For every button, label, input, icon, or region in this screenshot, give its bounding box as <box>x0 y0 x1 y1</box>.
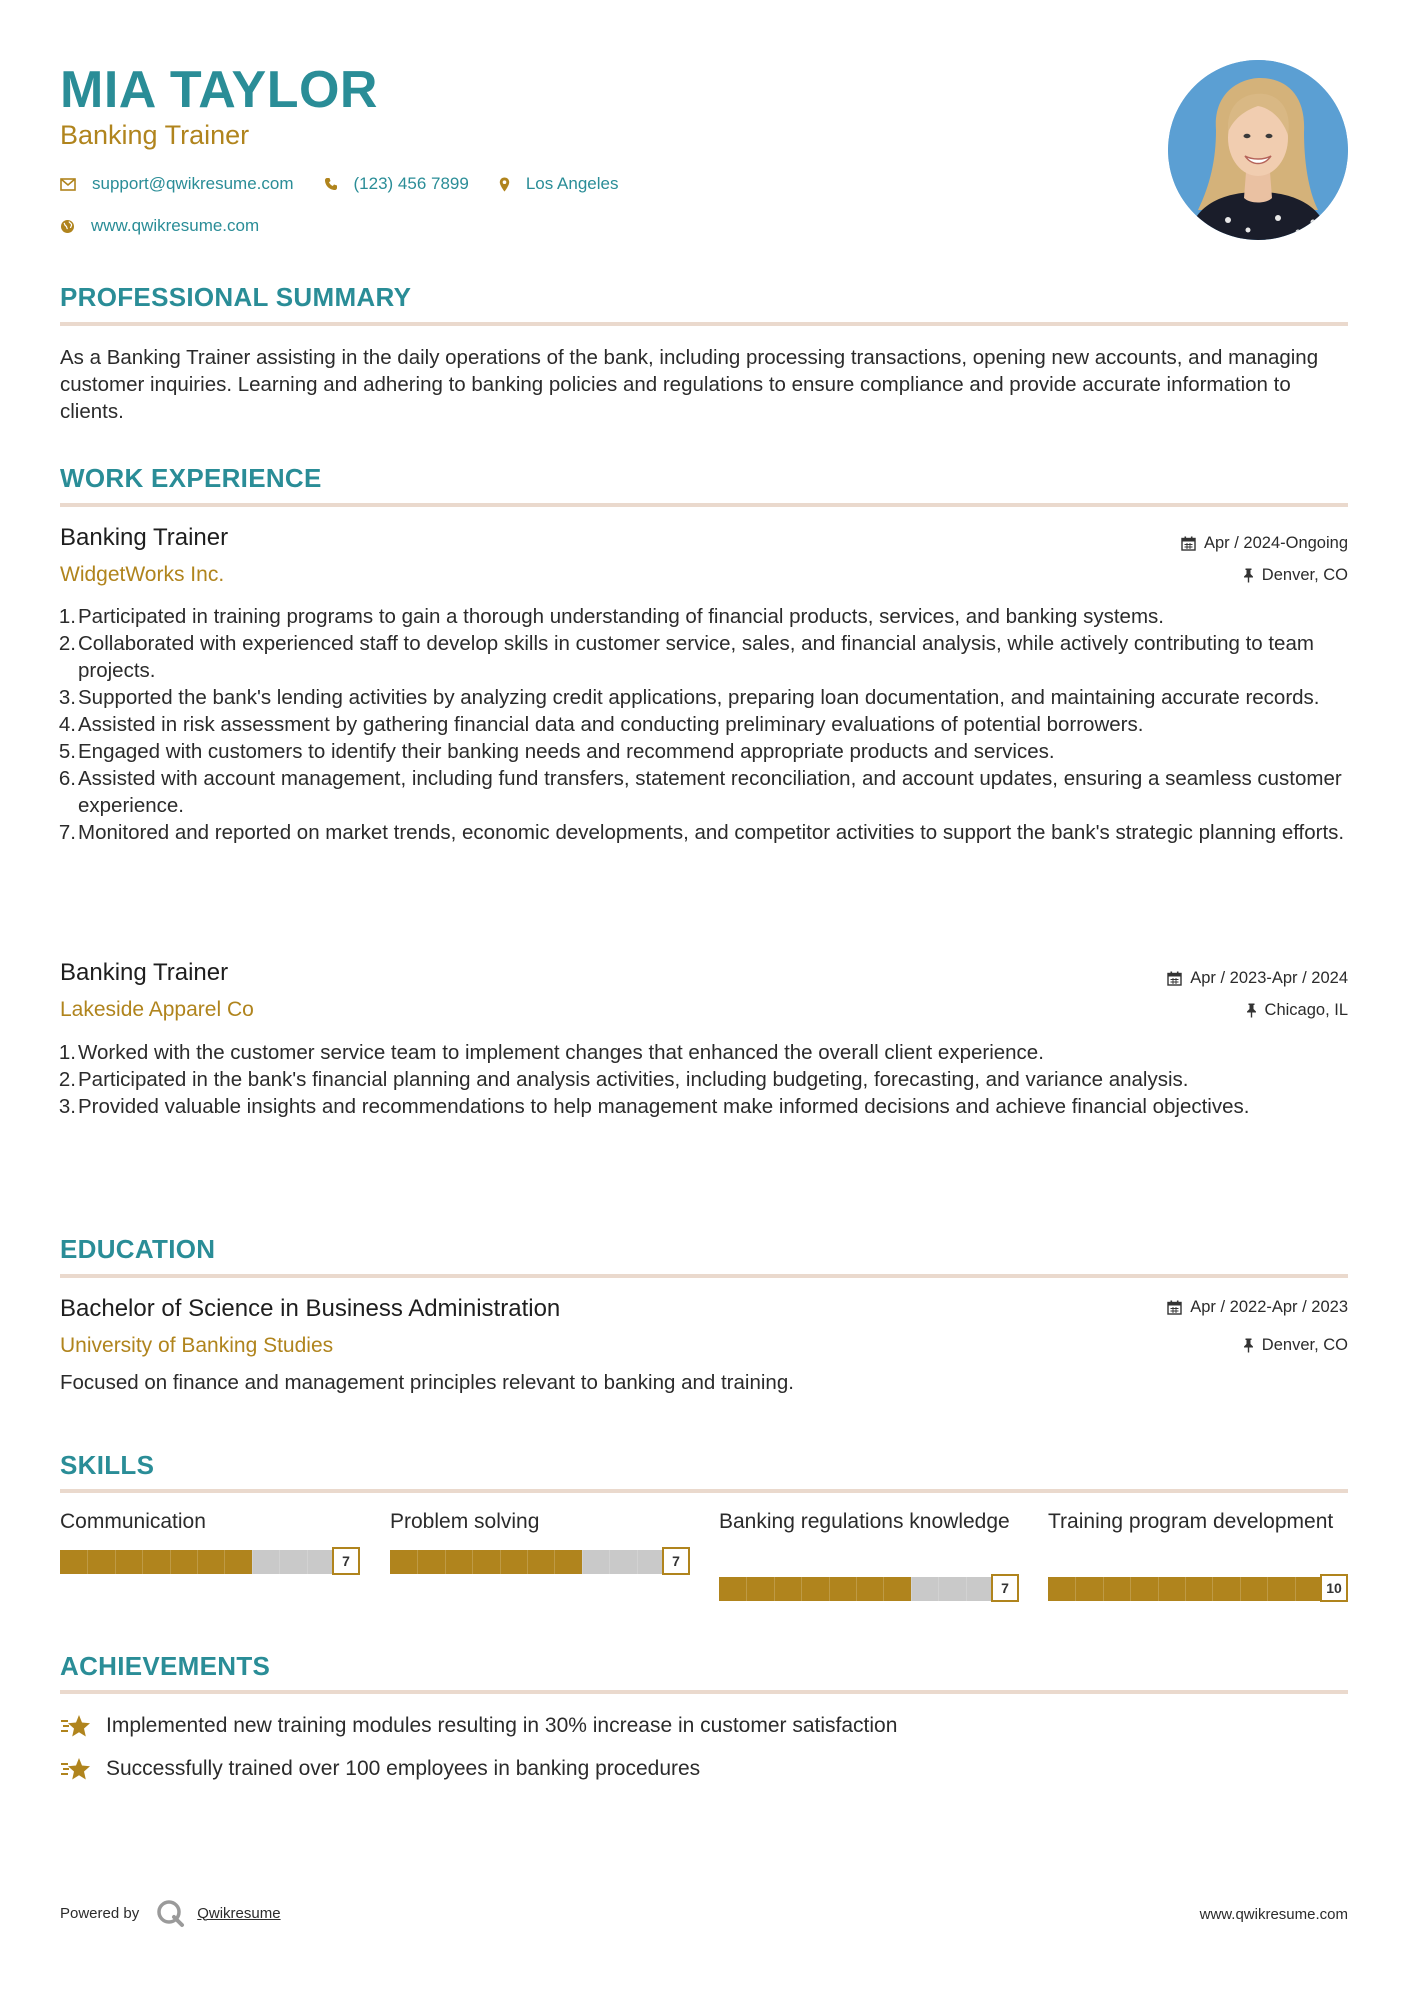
skill-level-segment <box>856 1577 884 1601</box>
footer-powered-by <box>60 1898 281 1928</box>
job-location <box>1246 999 1348 1021</box>
brand-link[interactable]: Qwikresume <box>197 1904 281 1922</box>
star-achievement-icon <box>60 1713 92 1739</box>
skill-level-segment <box>1295 1577 1323 1601</box>
pushpin-icon <box>1246 1003 1257 1018</box>
job-dates-text: Apr / 2024-Ongoing <box>1203 534 1348 552</box>
job-bullets <box>60 603 1348 846</box>
skill-name: Training program development <box>1048 1510 1334 1533</box>
skill-level-segment <box>746 1577 774 1601</box>
skill-level-segment <box>115 1550 143 1574</box>
job-company: WidgetWorks Inc. <box>60 563 225 586</box>
skill-level-segment <box>60 1550 88 1574</box>
list-item: 7. Monitored and reported on market trends, economic developments, and competitor activities to support the bank's strategic planning efforts. <box>58 821 1345 844</box>
bullet-text: Participated in the bank's financial planning and analysis activities, including budgeting, forecasting, and variance analysis. <box>78 1068 1189 1091</box>
skill-level-segment <box>307 1550 335 1574</box>
email-text: support@qwikresume.com <box>92 174 294 193</box>
bullet-text: Monitored and reported on market trends, economic developments, and competitor activities to support the bank's strategic planning efforts. <box>78 821 1345 844</box>
skill-name: Problem solving <box>390 1510 540 1533</box>
list-item: 1. Worked with the customer service team to implement changes that enhanced the overall client experience. <box>58 1041 1044 1064</box>
skill-level-segment <box>582 1550 610 1574</box>
segment-divider <box>554 1550 555 1574</box>
segment-divider <box>1158 1577 1159 1601</box>
skill-level-segment <box>911 1577 939 1601</box>
skill-item <box>1048 1508 1348 1596</box>
list-item: 2. Participated in the bank's financial planning and analysis activities, including budgeting, forecasting, and variance analysis. <box>58 1068 1189 1091</box>
skill-name: Banking regulations knowledge <box>719 1510 1010 1533</box>
segment-divider <box>142 1550 143 1574</box>
bullet-text: Collaborated with experienced staff to develop skills in customer service, sales, and financial analysis, while actively contributing to team projects. <box>78 632 1314 682</box>
education-dates-text: Apr / 2022-Apr / 2023 <box>1190 1298 1348 1316</box>
summary-text: As a Banking Trainer assisting in the daily operations of the bank, including processing transactions, opening new accounts, and managing customer inquiries. Learning and adhering to banking policies and regulations to ensure compliance and provide accurate information to clients. <box>60 346 1319 423</box>
job-location <box>1243 564 1348 586</box>
section-title-achievements: ACHIEVEMENTS <box>60 1651 271 1681</box>
skill-level-segment <box>719 1577 747 1601</box>
job-dates <box>1181 532 1348 554</box>
skill-score-badge: 7 <box>662 1547 690 1575</box>
segment-divider <box>1103 1577 1104 1601</box>
bullet-text: Participated in training programs to gain a thorough understanding of financial products, services, and banking systems. <box>78 605 1164 628</box>
list-item: 6. Assisted with account management, including fund transfers, statement reconciliation, and account updates, ensuring a seamless customer experience. <box>58 767 1342 817</box>
list-item: 4. Assisted in risk assessment by gathering financial data and conducting preliminary evaluations of potential borrowers. <box>58 713 1144 736</box>
skill-level-segment <box>279 1550 307 1574</box>
job-dates-text: Apr / 2023-Apr / 2024 <box>1190 969 1348 987</box>
achievement-text: Successfully trained over 100 employees in banking procedures <box>106 1757 701 1780</box>
segment-divider <box>197 1550 198 1574</box>
skill-level-segment <box>554 1550 582 1574</box>
job-title: Banking Trainer <box>60 524 229 551</box>
segment-divider <box>1185 1577 1186 1601</box>
skill-level-segment <box>1048 1577 1076 1601</box>
skill-item <box>60 1508 360 1569</box>
skill-level-segment <box>445 1550 473 1574</box>
skill-level-segment <box>609 1550 637 1574</box>
list-item: 3. Supported the bank's lending activities by analyzing credit applications, preparing loan documentation, and maintaining accurate records. <box>58 686 1320 709</box>
segment-divider <box>500 1550 501 1574</box>
section-title-education: EDUCATION <box>60 1234 216 1264</box>
segment-divider <box>527 1550 528 1574</box>
skill-level-segment <box>966 1577 994 1601</box>
segment-divider <box>801 1577 802 1601</box>
star-achievement-icon <box>60 1756 92 1782</box>
skill-level-bar <box>60 1547 360 1577</box>
segment-divider <box>938 1577 939 1601</box>
bullet-text: Provided valuable insights and recommendations to help management make informed decisions and achieve financial objectives. <box>78 1095 1250 1118</box>
segment-divider <box>746 1577 747 1601</box>
segment-divider <box>1295 1577 1296 1601</box>
section-divider <box>60 322 1348 326</box>
envelope-icon <box>60 178 76 191</box>
skill-level-segment <box>801 1577 829 1601</box>
skill-score-badge: 10 <box>1320 1574 1348 1602</box>
contact-email[interactable] <box>60 174 294 194</box>
skill-level-segment <box>500 1550 528 1574</box>
segment-divider <box>1212 1577 1213 1601</box>
list-item: 5. Engaged with customers to identify their banking needs and recommend appropriate products and services. <box>58 740 1055 763</box>
footer-website[interactable]: www.qwikresume.com <box>1199 1906 1348 1923</box>
skill-level-segment <box>252 1550 280 1574</box>
contact-website[interactable] <box>60 216 259 236</box>
section-title-experience: WORK EXPERIENCE <box>60 463 322 493</box>
skill-level-segment <box>417 1550 445 1574</box>
segment-divider <box>252 1550 253 1574</box>
skill-level-segment <box>1212 1577 1240 1601</box>
segment-divider <box>883 1577 884 1601</box>
segment-divider <box>170 1550 171 1574</box>
skill-level-segment <box>197 1550 225 1574</box>
skill-level-segment <box>829 1577 857 1601</box>
skill-score-badge: 7 <box>332 1547 360 1575</box>
skill-level-segment <box>142 1550 170 1574</box>
pushpin-icon <box>1243 568 1254 583</box>
skill-level-segment <box>390 1550 418 1574</box>
segment-divider <box>87 1550 88 1574</box>
skill-level-segment <box>527 1550 555 1574</box>
achievement-item <box>60 1712 897 1740</box>
segment-divider <box>856 1577 857 1601</box>
skill-level-segment <box>774 1577 802 1601</box>
education-dates <box>1167 1296 1348 1318</box>
section-title-summary: PROFESSIONAL SUMMARY <box>60 282 412 312</box>
list-item: 2. Collaborated with experienced staff to develop skills in customer service, sales, and financial analysis, while actively contributing to team projects. <box>58 632 1314 682</box>
skill-level-segment <box>472 1550 500 1574</box>
section-title-skills: SKILLS <box>60 1450 155 1480</box>
calendar-icon <box>1181 536 1196 551</box>
skill-level-segment <box>1267 1577 1295 1601</box>
bullet-text: Worked with the customer service team to implement changes that enhanced the overall client experience. <box>78 1041 1044 1064</box>
bullet-text: Assisted with account management, including fund transfers, statement reconciliation, and account updates, ensuring a seamless customer experience. <box>78 767 1342 817</box>
bullet-text: Assisted in risk assessment by gathering financial data and conducting preliminary evaluations of potential borrowers. <box>78 713 1144 736</box>
segment-divider <box>1130 1577 1131 1601</box>
job-company: Lakeside Apparel Co <box>60 998 254 1021</box>
skill-level-bar <box>390 1547 690 1577</box>
segment-divider <box>1240 1577 1241 1601</box>
portrait-photo-icon <box>1168 60 1348 240</box>
map-pin-icon <box>499 177 510 192</box>
skill-item <box>390 1508 690 1569</box>
skill-level-segment <box>1130 1577 1158 1601</box>
skill-level-segment <box>1075 1577 1103 1601</box>
skill-score-badge: 7 <box>991 1574 1019 1602</box>
contact-location <box>499 174 619 194</box>
skill-name: Communication <box>60 1510 206 1533</box>
list-item: 1. Participated in training programs to gain a thorough understanding of financial products, services, and banking systems. <box>58 605 1164 628</box>
section-divider <box>60 1489 1348 1493</box>
candidate-name: MIA TAYLOR <box>60 61 378 119</box>
skill-level-segment <box>1185 1577 1213 1601</box>
section-divider <box>60 1690 1348 1694</box>
skill-level-segment <box>224 1550 252 1574</box>
segment-divider <box>115 1550 116 1574</box>
segment-divider <box>774 1577 775 1601</box>
bullet-text: Supported the bank's lending activities by analyzing credit applications, preparing loan documentation, and maintaining accurate records. <box>78 686 1320 709</box>
segment-divider <box>911 1577 912 1601</box>
skill-level-segment <box>170 1550 198 1574</box>
contact-row-secondary <box>60 214 289 238</box>
education-location-text: Denver, CO <box>1261 1336 1348 1354</box>
segment-divider <box>1267 1577 1268 1601</box>
segment-divider <box>224 1550 225 1574</box>
globe-icon <box>60 219 75 234</box>
job-title: Banking Trainer <box>60 959 229 986</box>
education-degree: Bachelor of Science in Business Administration <box>60 1295 561 1322</box>
segment-divider <box>829 1577 830 1601</box>
qwikresume-logo-icon <box>155 1898 185 1928</box>
candidate-role: Banking Trainer <box>60 120 250 150</box>
job-location-text: Denver, CO <box>1261 566 1348 584</box>
skill-level-segment <box>938 1577 966 1601</box>
skill-level-segment <box>883 1577 911 1601</box>
location-text: Los Angeles <box>525 174 619 193</box>
skill-level-segment <box>87 1550 115 1574</box>
segment-divider <box>445 1550 446 1574</box>
education-description: Focused on finance and management principles relevant to banking and training. <box>60 1371 794 1394</box>
pushpin-icon <box>1243 1338 1254 1353</box>
skill-level-segment <box>1158 1577 1186 1601</box>
website-text: www.qwikresume.com <box>91 216 260 235</box>
powered-by-text: Powered by <box>60 1904 140 1922</box>
segment-divider <box>966 1577 967 1601</box>
segment-divider <box>582 1550 583 1574</box>
skill-level-segment <box>1240 1577 1268 1601</box>
section-divider <box>60 1274 1348 1278</box>
achievement-text: Implemented new training modules resulting in 30% increase in customer satisfaction <box>106 1714 898 1737</box>
segment-divider <box>1075 1577 1076 1601</box>
segment-divider <box>417 1550 418 1574</box>
bullet-text: Engaged with customers to identify their banking needs and recommend appropriate products and services. <box>78 740 1055 763</box>
contact-row-primary <box>60 172 648 196</box>
skill-level-segment <box>637 1550 665 1574</box>
contact-phone[interactable] <box>324 174 469 194</box>
profile-photo <box>1168 60 1348 240</box>
skill-level-bar <box>1048 1574 1348 1604</box>
skill-level-segment <box>1103 1577 1131 1601</box>
calendar-icon <box>1167 1300 1182 1315</box>
skill-item <box>719 1508 1019 1596</box>
job-dates <box>1167 967 1348 989</box>
segment-divider <box>307 1550 308 1574</box>
segment-divider <box>279 1550 280 1574</box>
education-location <box>1243 1334 1348 1356</box>
job-location-text: Chicago, IL <box>1264 1001 1348 1019</box>
list-item: 3. Provided valuable insights and recommendations to help management make informed decisions and achieve financial objectives. <box>58 1095 1250 1118</box>
education-school: University of Banking Studies <box>60 1334 334 1357</box>
achievement-item <box>60 1755 700 1783</box>
skill-level-bar <box>719 1574 1019 1604</box>
calendar-icon <box>1167 971 1182 986</box>
job-bullets <box>60 1039 1348 1120</box>
phone-icon <box>324 177 338 191</box>
phone-text: (123) 456 7899 <box>353 174 469 193</box>
segment-divider <box>609 1550 610 1574</box>
section-divider <box>60 503 1348 507</box>
segment-divider <box>472 1550 473 1574</box>
segment-divider <box>637 1550 638 1574</box>
